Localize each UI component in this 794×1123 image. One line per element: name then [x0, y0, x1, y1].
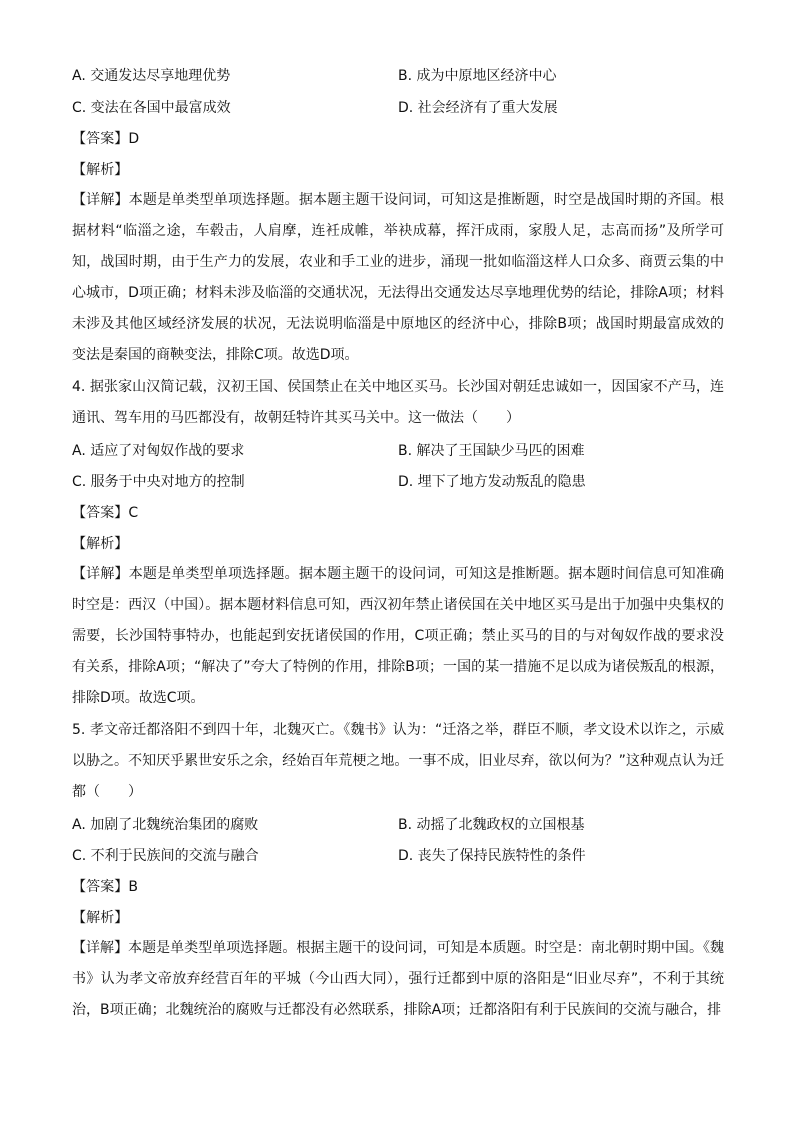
- q3-option-b: B. 成为中原地区经济中心: [398, 68, 557, 84]
- q5-option-c: C. 不利于民族间的交流与融合: [72, 848, 259, 864]
- q4-answer: 【答案】C: [72, 505, 139, 521]
- q4-stem: 4. 据张家山汉简记载，汉初王国、侯国禁止在关中地区买马。长沙国对朝廷忠诚如一，因国家不产马，连通讯、驾车用的马匹都没有，故朝廷特许其买马关中。这一做法（ ）: [72, 379, 724, 427]
- q4-option-a: A. 适应了对匈奴作战的要求: [72, 443, 245, 459]
- q3-analysis-label: 【解析】: [72, 162, 129, 178]
- q3-option-c: C. 变法在各国中最富成效: [72, 100, 231, 116]
- q5-detail: 【详解】本题是单类型单项选择题。根据主题干的设问词，可知是本质题。时空是：南北朝时期中国。《魏书》认为孝文帝放弃经营百年的平城（今山西大同），强行迁都到中原的洛阳是“旧业尽弃”，不利于其统治，B项正确；北魏统治的腐败与迁都没有必然联系，排除A项；迁都洛阳有利于民族间的交流与融合，排: [72, 940, 724, 1019]
- q5-option-d: D. 丧失了保持民族特性的条件: [398, 848, 586, 864]
- q3-option-a: A. 交通发达尽享地理优势: [72, 68, 231, 84]
- q5-analysis-label: 【解析】: [72, 910, 129, 926]
- q3-detail: 【详解】本题是单类型单项选择题。据本题主题干设问词，可知这是推断题，时空是战国时期的齐国。根据材料“临淄之途，车毂击，人肩摩，连衽成帷，举袂成幕，挥汗成雨，家殷人足，志高而扬”及所学可知，战国时期，由于生产力的发展，农业和手工业的进步，涌现一批如临淄这样人口众多、商贾云集的中心城市，D项正确；材料未涉及临淄的交通状况，无法得出交通发达尽享地理优势的结论，排除A项；材料未涉及其他区域经济发展的状况，无法说明临淄是中原地区的经济中心，排除B项；战国时期最富成效的变法是秦国的商鞅变法，排除C项。故选D项。: [72, 192, 724, 364]
- q4-analysis-label: 【解析】: [72, 536, 129, 552]
- q3-answer: 【答案】D: [72, 131, 140, 147]
- q5-stem: 5. 孝文帝迁都洛阳不到四十年，北魏灭亡。《魏书》认为：“迁洛之举，群臣不顺，孝文设术以诈之，示威以胁之。不知厌乎累世安乐之余，经始百年荒梗之地。一事不成，旧业尽弃，欲以何为？”这种观点认为迁都（ ）: [72, 722, 724, 801]
- q5-option-a: A. 加剧了北魏统治集团的腐败: [72, 817, 259, 833]
- q3-option-d: D. 社会经济有了重大发展: [398, 100, 558, 116]
- q4-option-b: B. 解决了王国缺少马匹的困难: [398, 443, 585, 459]
- q5-option-b: B. 动摇了北魏政权的立国根基: [398, 817, 585, 833]
- q4-option-c: C. 服务于中央对地方的控制: [72, 474, 245, 490]
- q4-detail: 【详解】本题是单类型单项选择题。据本题主题干的设问词，可知这是推断题。据本题时间信息可知准确时空是：西汉（中国）。据本题材料信息可知，西汉初年禁止诸侯国在关中地区买马是出于加强中央集权的需要，长沙国特事特办，也能起到安抚诸侯国的作用，C项正确；禁止买马的目的与对匈奴作战的要求没有关系，排除A项；“解决了”夸大了特例的作用，排除B项；一国的某一措施不足以成为诸侯叛乱的根源，排除D项。故选C项。: [72, 566, 724, 707]
- q4-option-d: D. 埋下了地方发动叛乱的隐患: [398, 474, 586, 490]
- q5-answer: 【答案】B: [72, 879, 139, 895]
